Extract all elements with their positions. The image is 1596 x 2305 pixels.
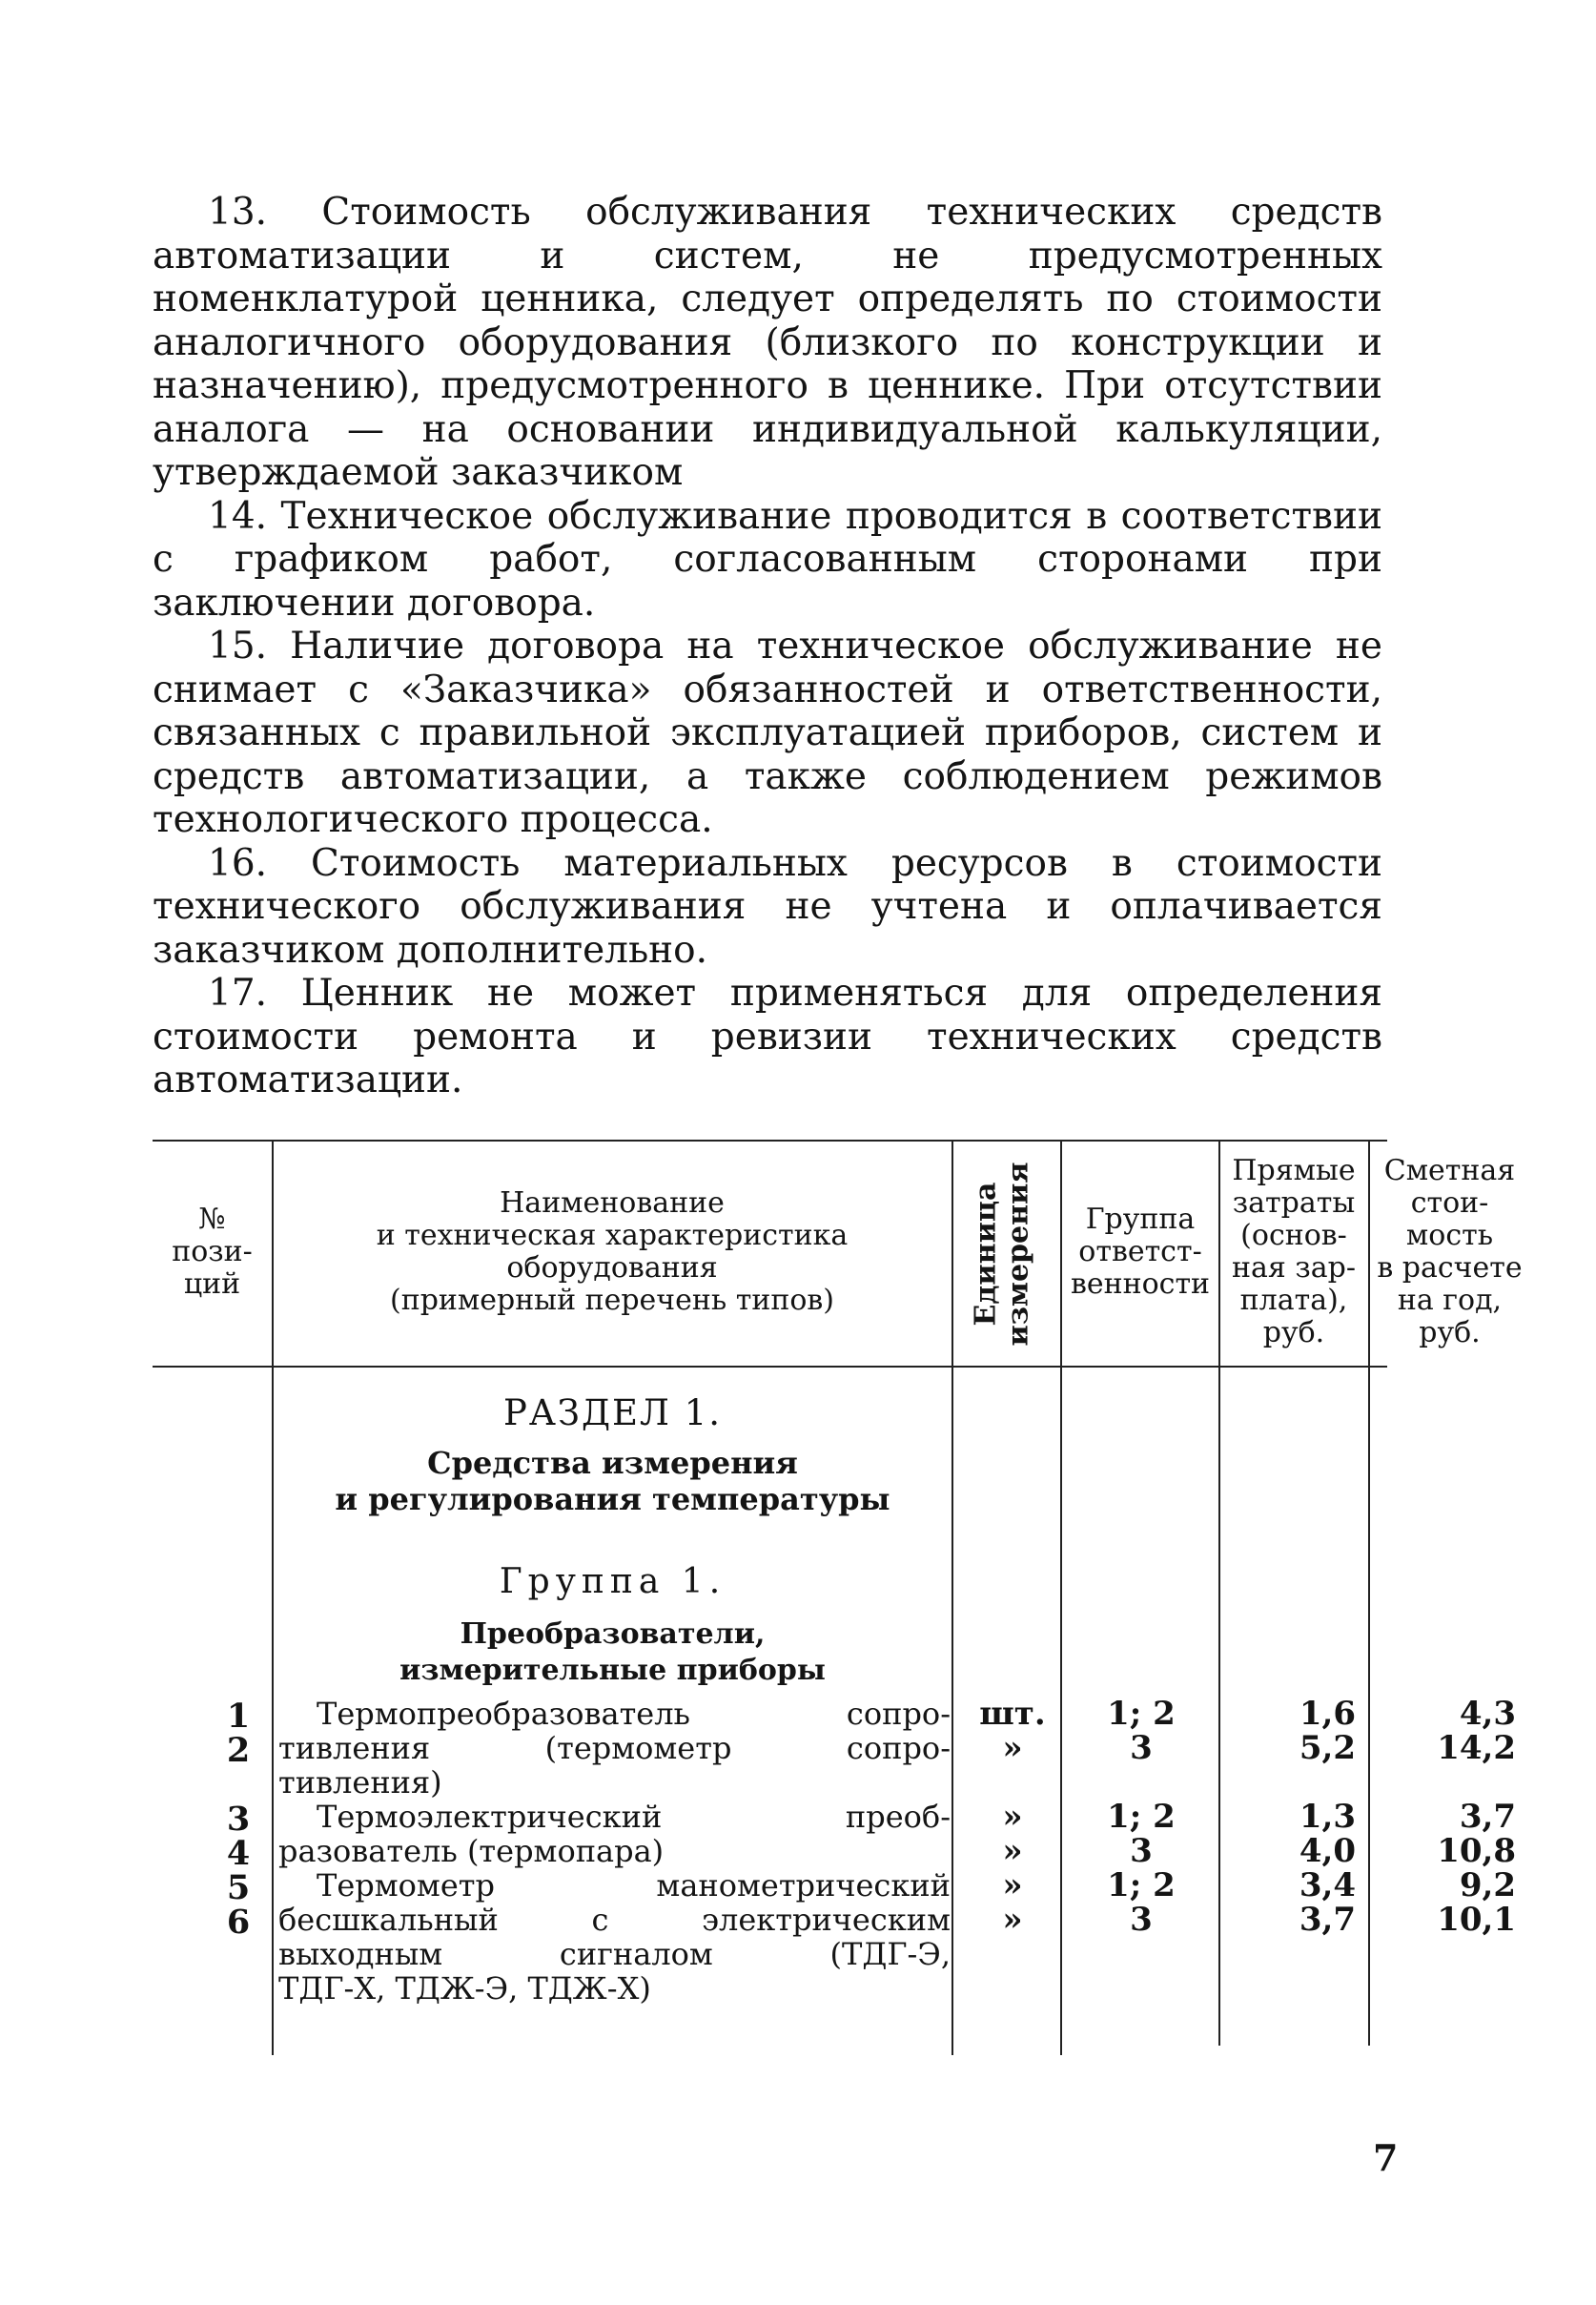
direct-cost-cell: 5,2 [1299,1729,1356,1767]
section-title: РАЗДЕЛ 1. [503,1392,722,1433]
annual-cost-cell: 9,2 [1459,1866,1516,1904]
header-name: Наименование и техническая характеристика оборудования (примерный перечень типов) [376,1186,849,1317]
direct-cost-cell: 3,4 [1299,1866,1356,1904]
row-number: 3 [226,1800,251,1839]
group-cell: 1; 2 [1107,1798,1176,1836]
group-cell: 1; 2 [1107,1866,1176,1904]
body-text [153,191,1382,1102]
row-number: 4 [226,1834,251,1873]
group-subtitle: Преобразователи, измерительные приборы [399,1617,826,1687]
row-number: 2 [226,1731,251,1770]
header-direct-costs: Прямые затраты (основ- ная зар- плата), руб. [1232,1154,1356,1349]
col-divider [272,1140,274,2055]
annual-cost-cell: 3,7 [1459,1798,1516,1836]
annual-cost-cell: 4,3 [1459,1695,1516,1733]
group-title: Группа 1. [499,1562,726,1601]
header-group: Группа ответст- венности [1070,1203,1211,1301]
unit-cell: » [1002,1901,1023,1939]
paragraph-15: 15. Наличие договора на техническое обслуживание не снимает с «Заказчика» обязанностей и ответственности, связанных с правильной эксплуатацией приборов, систем и средств автоматизации, а также соблюдением режимов технологического процесса. [153,625,1382,841]
direct-cost-cell: 1,6 [1299,1695,1356,1733]
unit-cell: » [1002,1729,1023,1767]
group-column [1070,1697,1213,1945]
annual-cost-column [1402,1697,1516,1945]
unit-cell: шт. [979,1695,1046,1733]
paragraph-17: 17. Ценник не может применяться для определения стоимости ремонта и ревизии технических средств автоматизации. [153,972,1382,1101]
group-cell: 3 [1130,1832,1153,1870]
row-number: 5 [226,1868,251,1907]
price-table [153,1140,1523,2055]
description-2: Термоэлектрический преоб- разователь (термопара) [278,1799,951,1869]
paragraph-13: 13. Стоимость обслуживания технических средств автоматизации и систем, не предусмотренных номенклатурой ценника, следует определять по стоимости аналогичного оборудования (близкого по конструкции и назначению), предусмотренного в ценнике. При отсутствии аналога — на основании индивидуальной калькуляции, утверждаемой заказчиком [153,191,1382,494]
unit-cell: » [1002,1798,1023,1836]
row-number: 6 [226,1903,251,1942]
unit-cell: » [1002,1832,1023,1870]
group-cell: 1; 2 [1107,1695,1176,1733]
description-3: Термометр манометрический бесшкальный с электрическим выходным сигналом (ТДГ-Э, ТДГ-Х, ТДЖ-Э, ТДЖ-Х) [278,1867,951,2007]
page-number: 7 [1373,2136,1399,2179]
description-1: Термопреобразователь сопро- тивления (термометр сопро- тивления) [278,1696,951,1801]
group-cell: 3 [1130,1901,1153,1939]
header-unit: Единица измерения [969,1162,1035,1347]
direct-cost-column [1232,1697,1356,1945]
unit-cell: » [1002,1866,1023,1904]
annual-cost-cell: 14,2 [1437,1729,1516,1767]
group-cell: 3 [1130,1729,1153,1767]
table-top-rule [153,1140,1387,1142]
header-estimated-cost: Сметная стои- мость в расчете на год, руб. [1377,1154,1523,1349]
unit-column [960,1697,1065,1945]
direct-cost-cell: 1,3 [1299,1798,1356,1836]
direct-cost-cell: 3,7 [1299,1901,1356,1939]
col-divider [1218,1140,1220,2046]
row-number: 1 [226,1697,251,1736]
paragraph-16: 16. Стоимость материальных ресурсов в стоимости технического обслуживания не учтена и оплачивается заказчиком дополнительно. [153,841,1382,972]
header-bottom-rule [153,1366,1387,1368]
direct-cost-cell: 4,0 [1299,1832,1356,1870]
paragraph-14: 14. Техническое обслуживание проводится в соответствии с графиком работ, согласованным сторонами при заключении договора. [153,494,1382,625]
annual-cost-cell: 10,1 [1437,1901,1516,1939]
section-subtitle: Средства измерения и регулирования температуры [335,1445,890,1517]
annual-cost-cell: 10,8 [1437,1832,1516,1870]
col-divider [1368,1140,1370,2046]
header-position: № пози- ций [172,1203,253,1301]
